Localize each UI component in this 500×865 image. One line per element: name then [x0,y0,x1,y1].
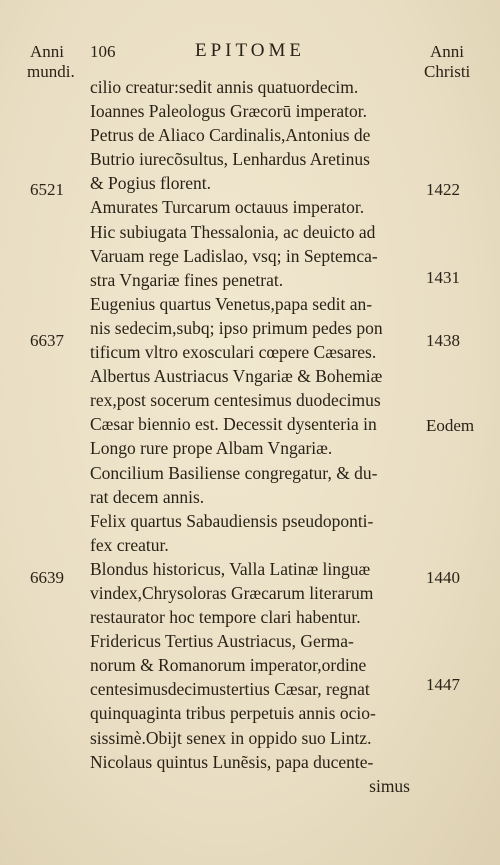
text-line: rex,post socerum centesimus duodecimus [90,390,381,411]
text-line: cilio creatur:sedit annis quatuordecim. [90,77,359,97]
text-line: & Pogius florent. [90,173,212,194]
text-line: fex creatur. [90,534,169,555]
text-line: Varuam rege Ladislao, vsq; in Septemca- [90,245,378,266]
text-line: Petrus de Aliaco Cardinalis,Antonius de [90,125,371,146]
year-christi: 1440 [426,568,460,587]
text-line: centesimusdecimustertius Cæsar, regnat [90,679,370,700]
text-line: Ioannes Paleologus Græcorū imperator. [90,101,368,122]
header-anni-left: Anni [30,42,64,61]
text-line: tificum vltro exosculari cœpere Cæsares. [90,342,377,363]
header-anni-right: Anni [430,42,464,61]
text-line: sissimè.Obijt senex in oppido suo Lintz. [90,727,372,748]
year-mundi: 6521 [30,180,64,199]
running-title: EPITOME [195,40,305,61]
text-line: vindex,Chrysoloras Græcarum literarum [90,582,374,603]
text-line: rat decem annis. [90,486,205,507]
header-christi: Christi [424,62,471,81]
year-mundi: 6639 [30,568,64,587]
text-line: Longo rure prope Albam Vngariæ. [90,438,333,459]
text-line: quinquaginta tribus perpetuis annis ocio- [90,703,376,724]
text-line: simus [369,775,410,796]
text-line: Blondus historicus, Valla Latinæ linguæ [90,558,371,579]
year-christi: 1431 [426,268,460,287]
year-christi: Eodem [426,416,475,435]
text-line: norum & Romanorum imperator,ordine [90,655,367,676]
text-body [90,75,420,798]
text-line: Eugenius quartus Venetus,papa sedit an- [90,293,373,314]
text-line: Concilium Basiliense congregatur, & du- [90,462,378,483]
header-mundi: mundi. [27,62,75,81]
year-christi: 1438 [426,331,460,350]
text-line: stra Vngariæ fines penetrat. [90,269,284,290]
text-line: Amurates Turcarum octauus imperator. [90,197,365,218]
year-christi: 1447 [426,675,460,694]
text-line: Nicolaus quintus Lunẽsis, papa ducente- [90,751,374,772]
page-number: 106 [90,42,116,61]
text-line: Hic subiugata Thessalonia, ac deuicto ad [90,221,376,242]
text-line: Butrio iurecõsultus, Lenhardus Aretinus [90,149,370,170]
text-line: Cæsar biennio est. Decessit dysenteria in [90,414,377,435]
year-christi: 1422 [426,180,460,199]
text-line: Fridericus Tertius Austriacus, Germa- [90,631,354,652]
year-mundi: 6637 [30,331,64,350]
text-line: Albertus Austriacus Vngariæ & Bohemiæ [90,366,383,387]
text-line: nis sedecim,subq; ipso primum pedes pon [90,317,383,338]
text-line: Felix quartus Sabaudiensis pseudoponti- [90,510,374,531]
text-line: restaurator hoc tempore clari habentur. [90,607,361,628]
